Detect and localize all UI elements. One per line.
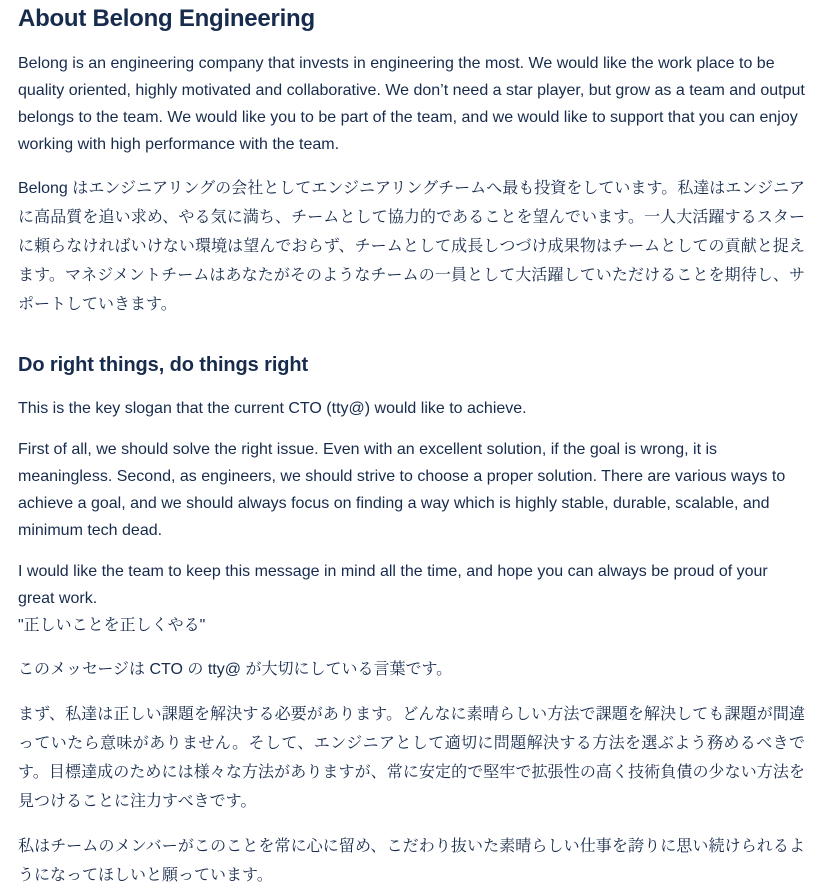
paragraph-message-owner-japanese: このメッセージは CTO の tty@ が大切にしている言葉です。: [18, 661, 453, 678]
paragraph-right-issue-english: First of all, we should solve the right issue. Even with an excellent solution, if the goal is wrong, it is meaningless. Second, as engineers, we should strive to choose a proper solution. There are various ways to achieve a goal, and we should always focus on finding a way which is highly stable, durable, scalable, and minimum tech dead.: [18, 441, 786, 539]
slogan-intro: This is the key slogan that the current CTO (tty@) would like to achieve.: [18, 400, 527, 417]
about-intro-english: Belong is an engineering company that invests in engineering the most. We would like the work place to be quality oriented, highly motivated and collaborative. We don’t need a star player, but grow as a team and output belongs to the team. We would like you to be part of the team, and we would like to support that you can enjoy working with high performance with the team.: [18, 55, 805, 153]
page-title: About Belong Engineering: [18, 5, 315, 32]
keep-message-text: I would like the team to keep this message in mind all the time, and hope you can always be proud of your great work.: [18, 563, 768, 607]
slogan-quote-japanese: "正しいことを正しくやる": [18, 617, 206, 634]
paragraph-right-issue-japanese: まず、私達は正しい課題を解決する必要があります。どんなに素晴らしい方法で課題を解決しても課題が間違っていたら意味がありません。そして、エンジニアとして適切に問題解決する方法を選ぶよう務めるべきです。目標達成のためには様々な方法がありますが、常に安定的で堅牢で拡張性の高く技術負債の少ない方法を見つけることに注力すべきです。: [18, 706, 805, 810]
paragraph-keep-message: [18, 558, 805, 639]
paragraph-closing-japanese: 私はチームのメンバーがこのことを常に心に留め、こだわり抜いた素晴らしい仕事を誇りに思い続けられるようになってほしいと願っています。: [18, 838, 805, 884]
about-intro-japanese: Belong はエンジニアリングの会社としてエンジニアリングチームへ最も投資をしています。私達はエンジニアに高品質を追い求め、やる気に満ち、チームとして協力的であることを望んでいます。一人大活躍するスターに頼らなければいけない環境は望んでおらず、チームとして成長しつづけ成果物はチームとしての貢献と捉えます。マネジメントチームはあなたがそのようなチームの一員として大活躍していただけることを期待し、サポートしていきます。: [18, 180, 805, 313]
section-heading-slogan: Do right things, do things right: [18, 354, 309, 376]
document-body: [18, 2, 805, 890]
